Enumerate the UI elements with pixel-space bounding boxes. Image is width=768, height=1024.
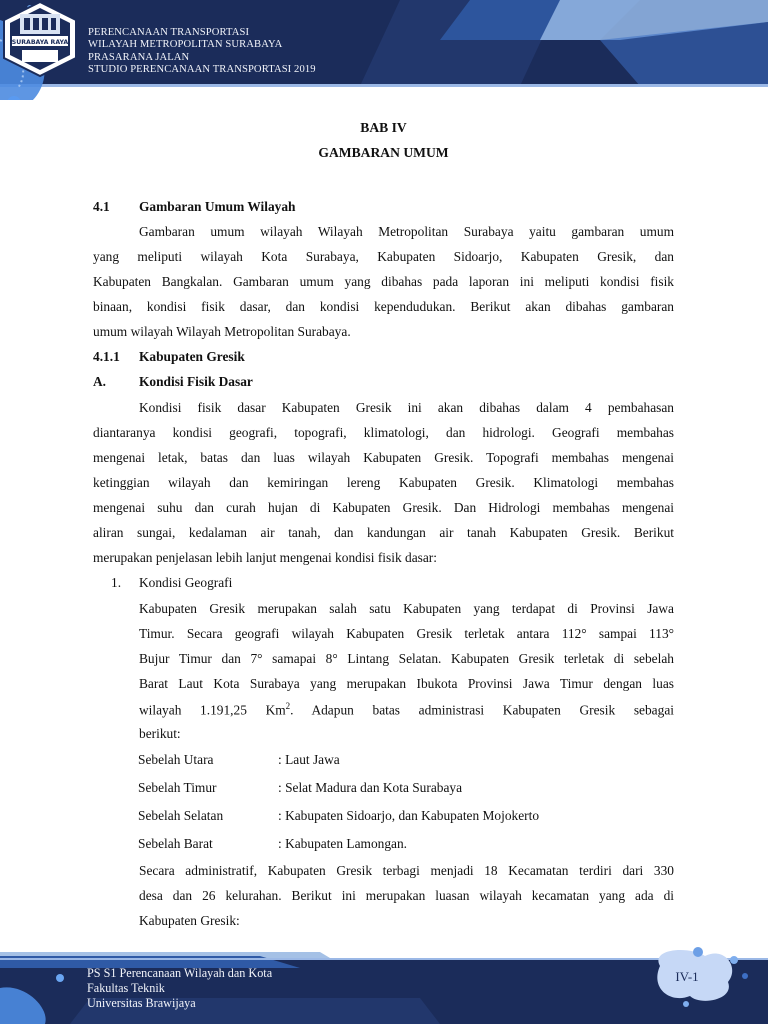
page-footer	[0, 938, 768, 1024]
logo-text: SURABAYA RAYA	[11, 39, 69, 46]
paragraph-line: Kabupaten Bangkalan. Gambaran umum yang dibahas pada laporan ini meliputi kondisi fisik	[93, 274, 674, 289]
paragraph-line: merupakan penjelasan lebih lanjut mengenai kondisi fisik dasar:	[93, 550, 437, 565]
header-line-3: PRASARANA JALAN	[88, 51, 190, 63]
paragraph-line: yang meliputi wilayah Kota Surabaya, Kabupaten Sidoarjo, Kabupaten Gresik, dan	[93, 249, 674, 264]
paragraph-line: Bujur Timur dan 7° samapai 8° Lintang Selatan. Kabupaten Gresik terletak di sebelah	[139, 651, 674, 666]
header-line-1: PERENCANAAN TRANSPORTASI	[88, 27, 250, 38]
area-superscript: 2	[285, 701, 291, 711]
footer-line-3: Universitas Brawijaya	[87, 996, 196, 1011]
paragraph-line: binaan, kondisi fisik dasar, dan kondisi kependudukan. Berikut akan dibahas gambaran	[93, 299, 674, 314]
list-number: 1.	[111, 575, 122, 590]
paragraph-line: ketinggian wilayah dan kemiringan lereng Kabupaten Gresik. Klimatologi membahas	[93, 475, 674, 490]
subsection-number: A.	[93, 374, 107, 389]
page-number: IV-1	[675, 969, 699, 984]
list-title: Kondisi Geografi	[139, 575, 233, 590]
section-number: 4.1.1	[93, 349, 120, 364]
section-title: Gambaran Umum Wilayah	[139, 199, 296, 214]
chapter-title: GAMBARAN UMUM	[318, 145, 449, 160]
paragraph-line: Kabupaten Gresik:	[139, 913, 240, 928]
boundary-value: : Kabupaten Sidoarjo, dan Kabupaten Mojokerto	[278, 808, 540, 823]
boundary-value: : Kabupaten Lamongan.	[278, 836, 408, 851]
boundary-label: Sebelah Selatan	[138, 808, 224, 823]
boundary-label: Sebelah Timur	[138, 780, 217, 795]
studio-emblem-icon	[0, 0, 80, 78]
footer-line-1: PS S1 Perencanaan Wilayah dan Kota	[87, 966, 273, 980]
subsection-title: Kondisi Fisik Dasar	[139, 374, 253, 389]
boundary-label: Sebelah Utara	[138, 752, 214, 767]
header-line-2: WILAYAH METROPOLITAN SURABAYA	[88, 39, 283, 51]
page-header	[0, 0, 768, 100]
paragraph-line: Timur. Secara geografi wilayah Kabupaten Gresik terletak antara 112° sampai 113°	[139, 626, 674, 641]
paragraph-line: berikut:	[139, 726, 181, 741]
paragraph-line: mengenai suhu dan curah hujan di Kabupaten Gresik. Dan Hidrologi membahas mengenai	[93, 500, 674, 515]
footer-institution-block	[87, 966, 272, 1012]
paragraph-line: Secara administratif, Kabupaten Gresik terbagi menjadi 18 Kecamatan terdiri dari 330	[139, 863, 674, 878]
paragraph-line: desa dan 26 kelurahan. Berikut ini merupakan luasan wilayah kecamatan yang ada di	[139, 888, 674, 903]
paragraph-line: umum wilayah Wilayah Metropolitan Surabaya.	[93, 324, 351, 339]
paragraph-line: Kondisi fisik dasar Kabupaten Gresik ini akan dibahas dalam 4 pembahasan	[139, 400, 674, 415]
paragraph-line: Kabupaten Gresik merupakan salah satu Kabupaten yang terdapat di Provinsi Jawa	[139, 601, 674, 616]
boundary-label: Sebelah Barat	[138, 836, 213, 851]
paragraph-line-area	[139, 701, 674, 718]
header-title-block	[88, 27, 316, 76]
section-number: 4.1	[93, 199, 110, 214]
area-prefix: wilayah 1.191,25 Km	[139, 702, 286, 718]
boundary-value: : Laut Jawa	[278, 752, 340, 767]
chapter-number: BAB IV	[360, 120, 407, 135]
paragraph-line: mengenai letak, batas dan luas wilayah Kabupaten Gresik. Topografi membahas mengenai	[93, 450, 674, 465]
footer-line-2: Fakultas Teknik	[87, 981, 165, 996]
paragraph-line: Barat Laut Kota Surabaya yang merupakan Ibukota Provinsi Jawa Timur dengan luas	[139, 676, 674, 691]
area-suffix: . Adapun batas administrasi Kabupaten Gresik sebagai	[290, 702, 674, 718]
paragraph-line: aliran sungai, kedalaman air tanah, dan kandungan air tanah Kabupaten Gresik. Berikut	[93, 525, 674, 540]
paragraph-line: Gambaran umum wilayah Wilayah Metropolitan Surabaya yaitu gambaran umum	[139, 224, 674, 239]
boundary-value: : Selat Madura dan Kota Surabaya	[278, 780, 463, 795]
paragraph-line: diantaranya kondisi geografi, topografi, klimatologi, dan hidrologi. Geografi membahas	[93, 425, 674, 440]
section-title: Kabupaten Gresik	[139, 349, 245, 364]
header-line-4: STUDIO PERENCANAAN TRANSPORTASI 2019	[88, 63, 316, 75]
